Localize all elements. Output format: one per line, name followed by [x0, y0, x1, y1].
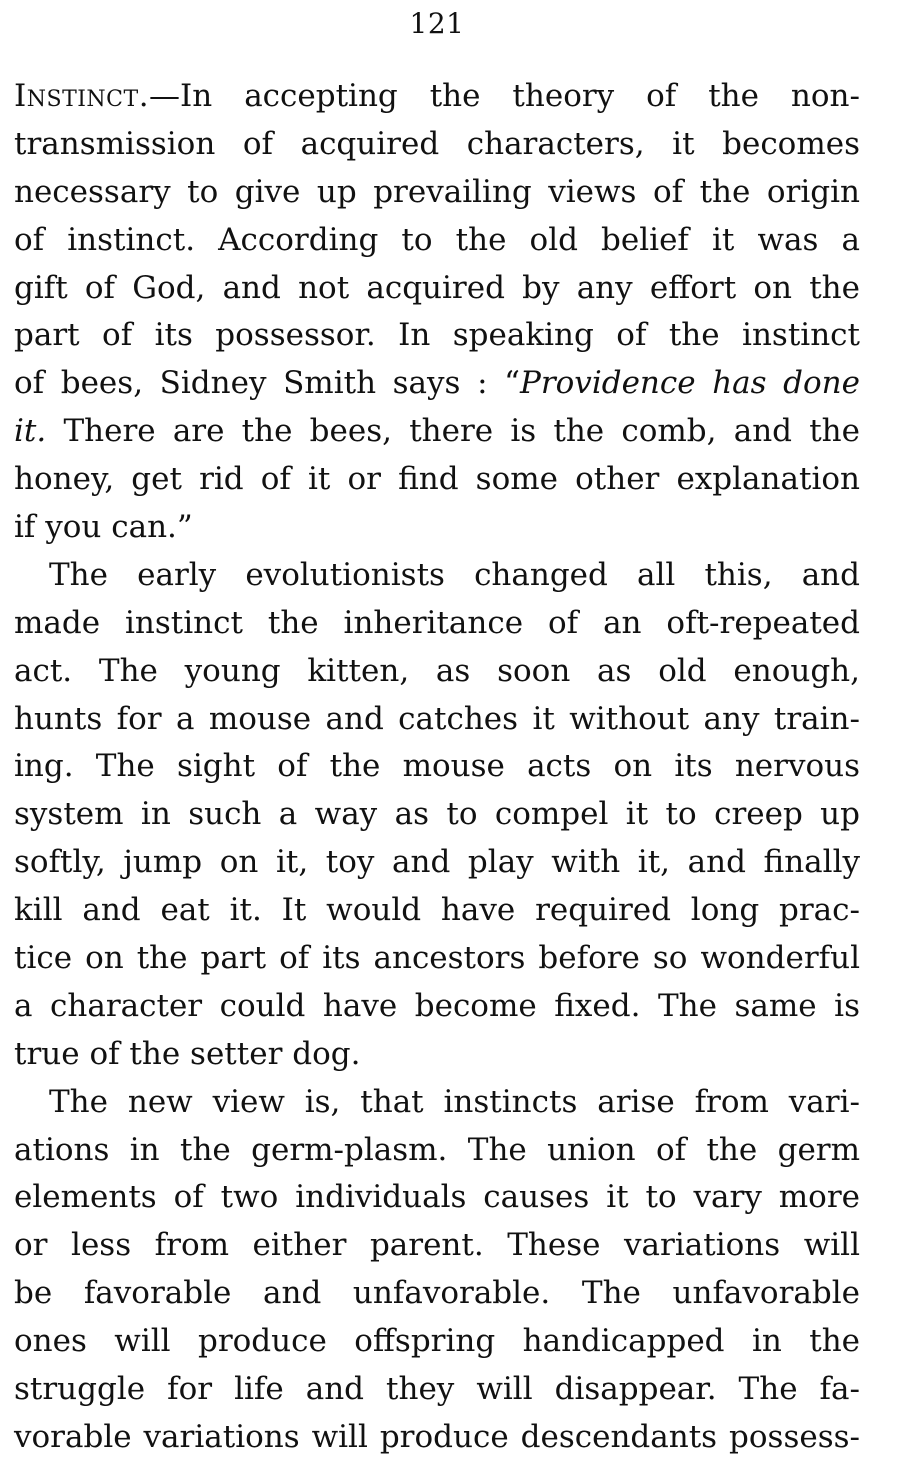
text-line — [14, 935, 860, 983]
text-run: or less from either parent. These variations will — [14, 1227, 860, 1264]
text-run: hunts for a mouse and catches it without any train- — [14, 700, 860, 737]
text-run: vorable variations will produce descendants possess- — [14, 1418, 860, 1455]
text-line — [14, 983, 860, 1031]
text-run: necessary to give up prevailing views of the origin — [14, 173, 860, 210]
text-line — [14, 887, 860, 935]
text-run: —In accepting the theory of the non- — [149, 78, 860, 114]
text-line — [14, 456, 860, 504]
text-run: softly, jump on it, toy and play with it, and finally — [14, 844, 860, 881]
text-run: transmission of acquired characters, it becomes — [14, 125, 860, 162]
text-run: struggle for life and they will disappear. The fa- — [14, 1371, 860, 1408]
text-line — [14, 648, 860, 696]
text-run: The new view is, that instincts arise from vari- — [49, 1083, 860, 1120]
text-run: gift of God, and not acquired by any effort on the — [14, 269, 860, 306]
text-run: if you can.” — [14, 509, 193, 546]
text-run: made instinct the inheritance of an oft-repeated — [14, 604, 860, 641]
text-run: system in such a way as to compel it to creep up — [14, 796, 860, 833]
italic-quote: it. — [14, 413, 47, 450]
text-line — [14, 408, 860, 456]
text-run: There are the bees, there is the comb, and the — [46, 413, 860, 450]
text-run: ations in the germ-plasm. The union of the germ — [14, 1131, 860, 1168]
text-line — [14, 217, 860, 265]
text-run: of instinct. According to the old belief it was a — [14, 221, 860, 258]
text-line — [14, 1174, 860, 1222]
text-run: elements of two individuals causes it to vary more — [14, 1179, 860, 1216]
text-line — [14, 1031, 860, 1079]
section-heading: Instinct. — [14, 78, 150, 114]
text-line — [14, 312, 860, 360]
page-number: 121 — [409, 7, 465, 40]
text-line — [14, 1127, 860, 1175]
text-run: ing. The sight of the mouse acts on its nervous — [14, 748, 860, 785]
text-run: tice on the part of its ancestors before so wonderful — [14, 940, 860, 977]
text-line — [14, 1270, 860, 1318]
text-run: a character could have become fixed. The same is — [14, 987, 860, 1024]
text-run: of bees, Sidney Smith says : “ — [14, 365, 520, 402]
text-line — [14, 73, 860, 121]
text-line — [14, 1079, 860, 1127]
text-line — [14, 1414, 860, 1462]
body-text — [14, 73, 860, 1462]
text-line — [14, 169, 860, 217]
text-run: honey, get rid of it or find some other explanation — [14, 461, 860, 498]
text-line — [14, 791, 860, 839]
text-line — [14, 1318, 860, 1366]
italic-quote: Providence has done — [519, 365, 860, 402]
text-line — [14, 552, 860, 600]
text-run: The early evolutionists changed all this, and — [49, 556, 860, 593]
paragraph — [14, 552, 860, 1079]
paragraph — [14, 1079, 860, 1462]
paragraph — [14, 73, 860, 552]
text-line — [14, 839, 860, 887]
text-line — [14, 696, 860, 744]
text-line — [14, 265, 860, 313]
text-line — [14, 600, 860, 648]
text-run: kill and eat it. It would have required long prac- — [14, 892, 860, 929]
text-run: ones will produce offspring handicapped in the — [14, 1323, 860, 1360]
text-run: act. The young kitten, as soon as old enough, — [14, 652, 860, 689]
text-line — [14, 1222, 860, 1270]
text-line — [14, 504, 860, 552]
text-line — [14, 743, 860, 791]
text-run: be favorable and unfavorable. The unfavorable — [14, 1275, 860, 1312]
text-line — [14, 360, 860, 408]
text-run: true of the setter dog. — [14, 1035, 361, 1072]
text-line — [14, 1366, 860, 1414]
text-run: part of its possessor. In speaking of the instinct — [14, 317, 860, 354]
text-line — [14, 121, 860, 169]
